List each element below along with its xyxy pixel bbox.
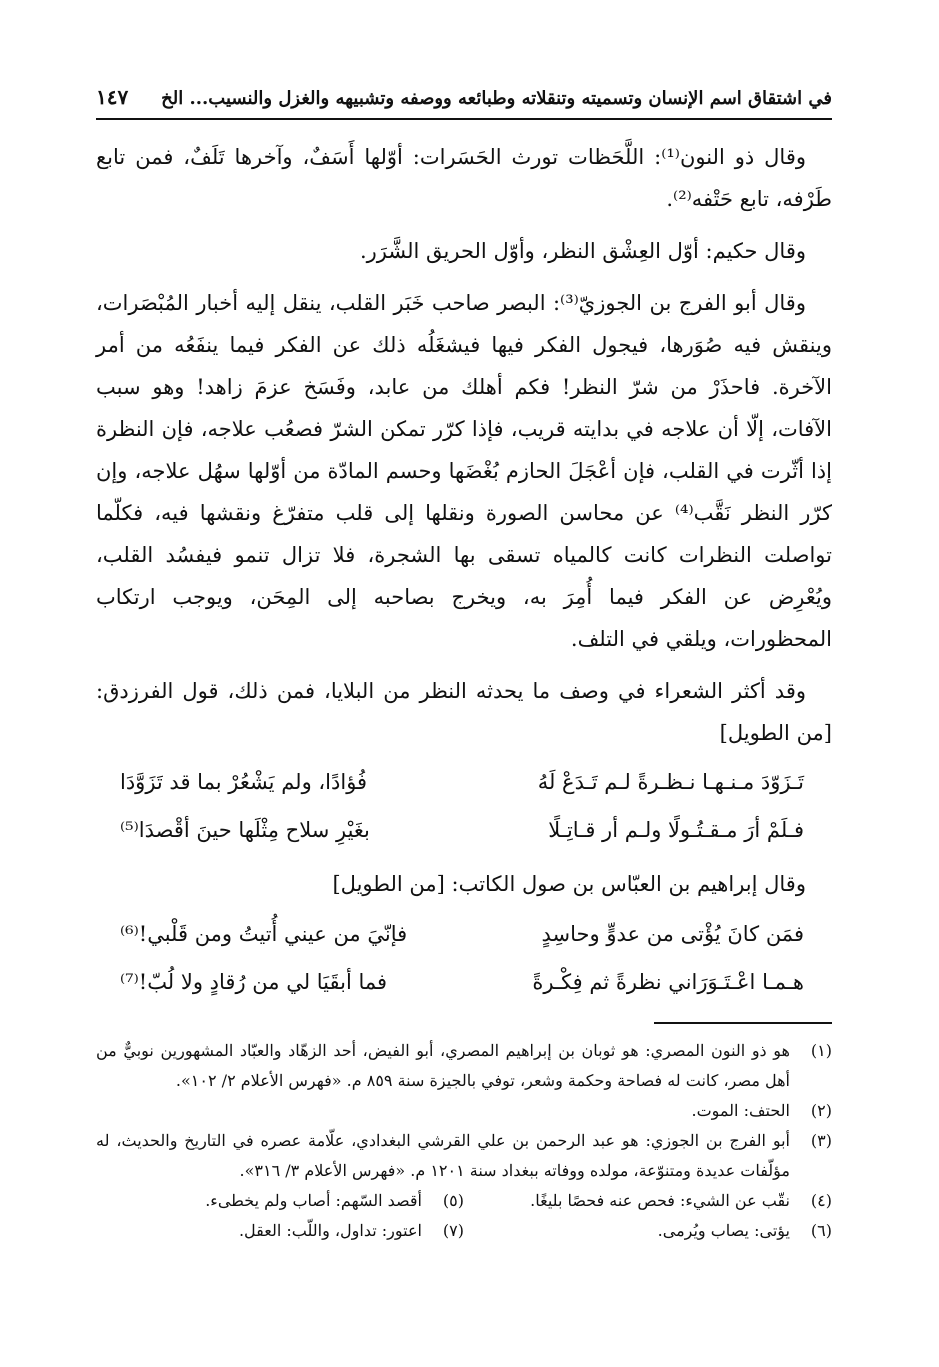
footnote-text: يؤتى: يصاب ويُرمى. [657, 1221, 790, 1240]
verse-line [120, 958, 804, 1006]
page [96, 82, 832, 1014]
footnote-number: (٥) [442, 1191, 464, 1210]
footnote-number: (١) [810, 1041, 832, 1060]
paragraph-ibn-al-jawzi: وقال أبو الفرج بن الجوزيّ⁽³⁾: البصر صاحب خَبَر القلب، ينقل إليه أخبار المُبْصَرات، وينقش فيه صُوَرها، فيجول الفكر فيها فيشغَلُه ذلك عن الفكر فيما ينفَعُه من أمر الآخرة. فاحذَرْ من شرّ النظر! فكم أهلك من عابد، وفَسَخ عزمَ زاهد! وهو سبب الآفات، إلّا أن علاجه في بدايته قريب، فإذا كرّر تمكن الشرّ فصعُب علاجه، فإن النظرة إذا أثّرت في القلب، فإن أعْجَلَ الحازم بُغْضَها وحسم المادّة من أوّلها سهُل علاجه، وإن كرّر النظر نَقَّب⁽⁴⁾ عن محاسن الصورة ونقلها إلى قلب متفرّغ ونقشها فيه، فكلّما تواصلت النظرات كانت كالمياه تسقى بها الشجرة، فلا تزال تنمو فيفسُد القلب، ويُعْرِض عن الفكر فيما أُمِرَ به، ويخرج بصاحبه إلى المِحَن، ويوجب ارتكاب المحظورات، ويلقي في التلف. [96, 291, 832, 651]
verse-line [120, 758, 804, 806]
verse-second-hemistich: فإنّيَ من عيني أُتيتُ ومن قَلْبي!⁽⁶⁾ [120, 922, 408, 946]
footnote-1 [96, 1036, 832, 1096]
footnote-row [96, 1216, 832, 1246]
footnote-text: اعتور: تداول، واللّب: العقل. [238, 1221, 422, 1240]
footnote-3 [96, 1126, 832, 1186]
verse-line [120, 806, 804, 854]
paragraph-dhu-al-nun: وقال ذو النون⁽¹⁾: اللَّحَظات تورث الحَسَرات: أوّلها أَسَفٌ، وآخرها تَلَفٌ، فمن تابع طَرْفه، تابع حَتْفه⁽²⁾. [96, 145, 832, 211]
footnote-text: الحتف: الموت. [691, 1101, 790, 1120]
footnote-4 [464, 1186, 832, 1216]
footnote-text: أبو الفرج بن الجوزي: هو عبد الرحمن بن علي القرشي البغدادي، علّامة عصره في التاريخ والحديث، له مؤلّفات عديدة ومتنوّعة، مولده ووفاته ببغداد سنة ١٢٠١ م. «فهرس الأعلام ٣/ ٣١٦». [96, 1131, 790, 1180]
footnote-text: نقّب عن الشيء: فحص عنه فحصًا بليغًا. [530, 1191, 790, 1210]
verse-first-hemistich: فـلَمْ أرَ مـقـتُـولًا ولـم أر قـاتِـلًا [548, 818, 804, 842]
footnote-text: هو ذو النون المصري: هو ثوبان بن إبراهيم المصري، أبو الفيض، أحد الزهّاد والعبّاد المشهورين نوبيٌّ من أهل مصر، كانت له فصاحة وحكمة وشعر، توفي بالجيزة سنة ٨٥٩ م. «فهرس الأعلام ٢/ ١٠٢». [96, 1041, 790, 1090]
paragraph-hakim: وقال حكيم: أوّل العِشْق النظر، وأوّل الحريق الشَّرَر. [359, 239, 806, 263]
page-number: ١٤٧ [96, 85, 129, 109]
footnote-number: (٧) [442, 1221, 464, 1240]
poem-ibrahim [120, 910, 804, 1006]
verse-second-hemistich: فما أبقَيَا لي من رُقادٍ ولا لُبّ!⁽⁷⁾ [120, 970, 388, 994]
running-title: في اشتقاق اسم الإنسان وتسميته وتنقلاته وطبائعه ووصفه وتشبيهه والغزل والنسيب... الخ [161, 88, 832, 109]
running-head [96, 82, 832, 114]
body-text [96, 136, 832, 1006]
footnote-7 [96, 1216, 464, 1246]
verse-second-hemistich: فُؤادًا، ولم يَشْعُرْ بما قد تَزَوَّدَا [120, 770, 368, 794]
footnote-number: (٦) [810, 1221, 832, 1240]
poem-farazdaq [120, 758, 804, 854]
footnote-number: (٣) [810, 1131, 832, 1150]
verse-line [120, 910, 804, 958]
header-rule [96, 118, 832, 120]
footnote-text: أقصد السّهم: أصاب ولم يخطىء. [205, 1191, 422, 1210]
paragraph-poets-intro: وقد أكثر الشعراء في وصف ما يحدثه النظر من البلايا، فمن ذلك، قول الفرزدق: [من الطويل] [96, 679, 832, 745]
footnote-5 [96, 1186, 464, 1216]
verse-second-hemistich: بغَيْرِ سلاح مِثْلَها حينَ أقْصدَا⁽⁵⁾ [120, 818, 370, 842]
footnote-number: (٢) [810, 1101, 832, 1120]
poem-intro-ibrahim: وقال إبراهيم بن العبّاس بن صول الكاتب: [من الطويل] [332, 872, 806, 896]
verse-first-hemistich: هـمـا اعْـتَـوَرَاني نظرةً ثم فِكْـرةً [532, 970, 804, 994]
footnote-2 [96, 1096, 832, 1126]
footnotes [96, 1036, 832, 1246]
footnote-row [96, 1186, 832, 1216]
footnote-6 [464, 1216, 832, 1246]
verse-first-hemistich: فمَن كانَ يُؤْتى من عدوٍّ وحاسِدٍ [541, 922, 804, 946]
footnote-number: (٤) [810, 1191, 832, 1210]
verse-first-hemistich: تَـزَوّدَ مـنـهـا نـظـرةً لـم تَـدَعْ لَهُ [537, 770, 804, 794]
footnote-rule [654, 1022, 832, 1024]
